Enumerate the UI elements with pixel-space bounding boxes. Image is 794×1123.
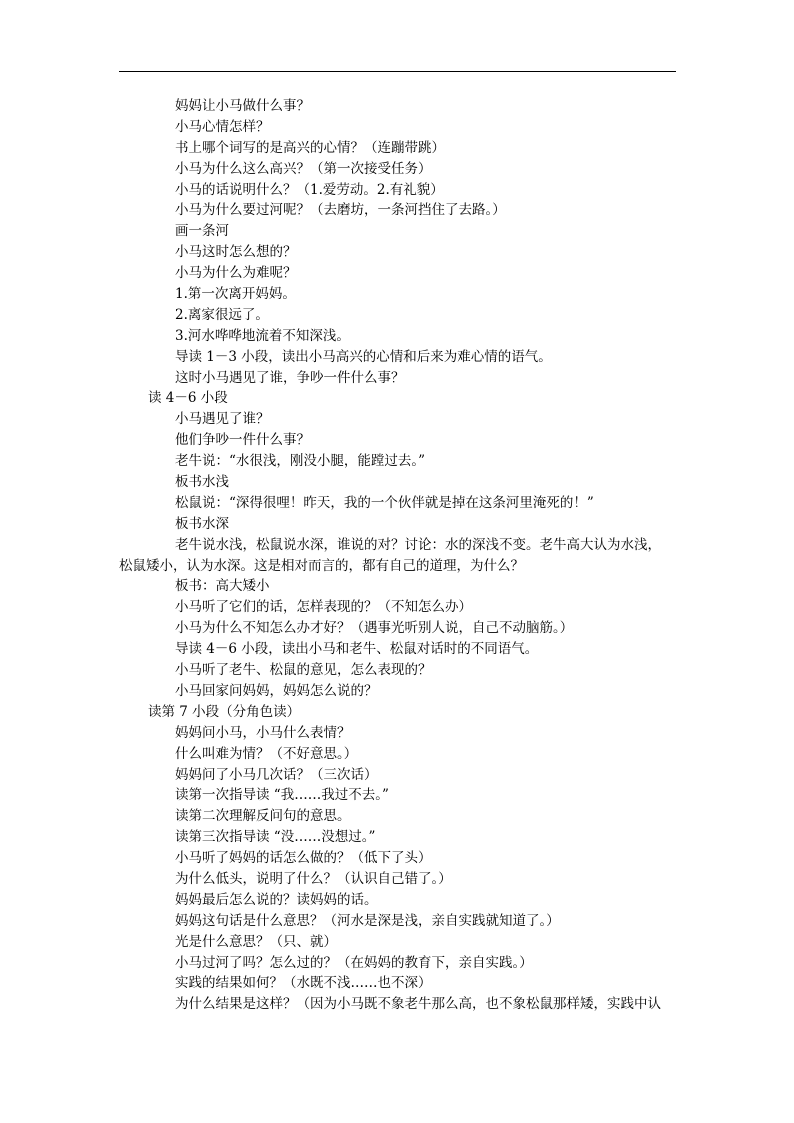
text-line: 小马听了妈妈的话怎么做的？（低下了头）: [175, 850, 432, 867]
text-line: 小马听了老牛、松鼠的意见，怎么表现的？: [175, 662, 432, 679]
text-line: 光是什么意思？（只、就）: [175, 933, 337, 950]
text-line: 小马心情怎样？: [175, 118, 270, 135]
text-line: 他们争吵一件什么事？: [175, 432, 310, 449]
text-line: 这时小马遇见了谁，争吵一件什么事？: [175, 369, 405, 386]
text-line: 1.第一次离开妈妈。: [175, 286, 296, 303]
text-line: 读第三次指导读 “没……没想过。”: [175, 829, 376, 846]
text-line: 板书水浅: [175, 474, 229, 491]
text-line: 小马这时怎么想的？: [175, 244, 297, 261]
text-line: 老牛说水浅，松鼠说水深，谁说的对？讨论：水的深浅不变。老牛高大认为水浅，: [175, 536, 661, 553]
text-line: 妈妈最后怎么说的？读妈妈的话。: [175, 891, 378, 908]
header-rule: [119, 71, 676, 72]
text-line: 为什么低头，说明了什么？（认识自己错了。）: [175, 870, 452, 887]
text-line: 板书水深: [175, 515, 229, 532]
text-line: 为什么结果是这样？（因为小马既不象老牛那么高，也不象松鼠那样矮，实践中认: [175, 996, 661, 1013]
text-line: 小马为什么不知怎么办才好？（遇事光听别人说，自己不动脑筋。）: [175, 620, 574, 637]
text-line: 读第一次指导读 “我……我过不去。”: [175, 787, 389, 804]
text-line: 松鼠说：“深得很哩！昨天，我的一个伙伴就是掉在这条河里淹死的！”: [175, 494, 594, 511]
text-line: 小马的话说明什么？（1.爱劳动。2.有礼貌）: [175, 181, 444, 198]
text-line: 什么叫难为情？（不好意思。）: [175, 745, 358, 762]
text-line: 松鼠矮小，认为水深。这是相对而言的，都有自己的道理，为什么？: [119, 557, 524, 574]
text-line: 2.离家很远了。: [175, 306, 269, 323]
text-line: 书上哪个词写的是高兴的心情？（连蹦带跳）: [175, 139, 445, 156]
text-line: 导读 4－6 小段，读出小马和老牛、松鼠对话时的不同语气。: [175, 641, 539, 658]
text-line: 妈妈这句话是什么意思？（河水是深是浅，亲自实践就知道了。）: [175, 912, 560, 929]
text-line: 读第 7 小段（分角色读）: [148, 703, 301, 720]
text-line: 小马遇见了谁？: [175, 411, 270, 428]
text-line: 小马回家问妈妈，妈妈怎么说的？: [175, 682, 378, 699]
text-line: 妈妈让小马做什么事？: [175, 98, 310, 114]
text-line: 读 4－6 小段: [148, 390, 228, 407]
text-line: 3.河水哗哗地流着不知深浅。: [175, 327, 350, 344]
text-line: 画一条河: [175, 223, 229, 240]
text-line: 导读 1－3 小段，读出小马高兴的心情和后来为难心情的语气。: [175, 348, 552, 365]
text-line: 小马为什么要过河呢？（去磨坊，一条河挡住了去路。）: [175, 202, 506, 219]
text-line: 妈妈问小马，小马什么表情？: [175, 724, 351, 741]
text-line: 板书：高大矮小: [175, 578, 270, 595]
document-body: [119, 96, 679, 1015]
text-line: 小马过河了吗？怎么过的？（在妈妈的教育下，亲自实践。）: [175, 954, 533, 971]
text-line: 小马听了它们的话，怎样表现的？（不知怎么办）: [175, 599, 472, 616]
text-line: 妈妈问了小马几次话？（三次话）: [175, 766, 378, 783]
text-line: 读第二次理解反问句的意思。: [175, 808, 351, 825]
text-line: 小马为什么这么高兴？（第一次接受任务）: [175, 160, 432, 177]
text-line: 小马为什么为难呢？: [175, 265, 297, 282]
text-line: 老牛说：“水很浅，刚没小腿，能蹚过去。”: [175, 453, 426, 470]
text-line: 实践的结果如何？（水既不浅……也不深）: [175, 975, 432, 992]
